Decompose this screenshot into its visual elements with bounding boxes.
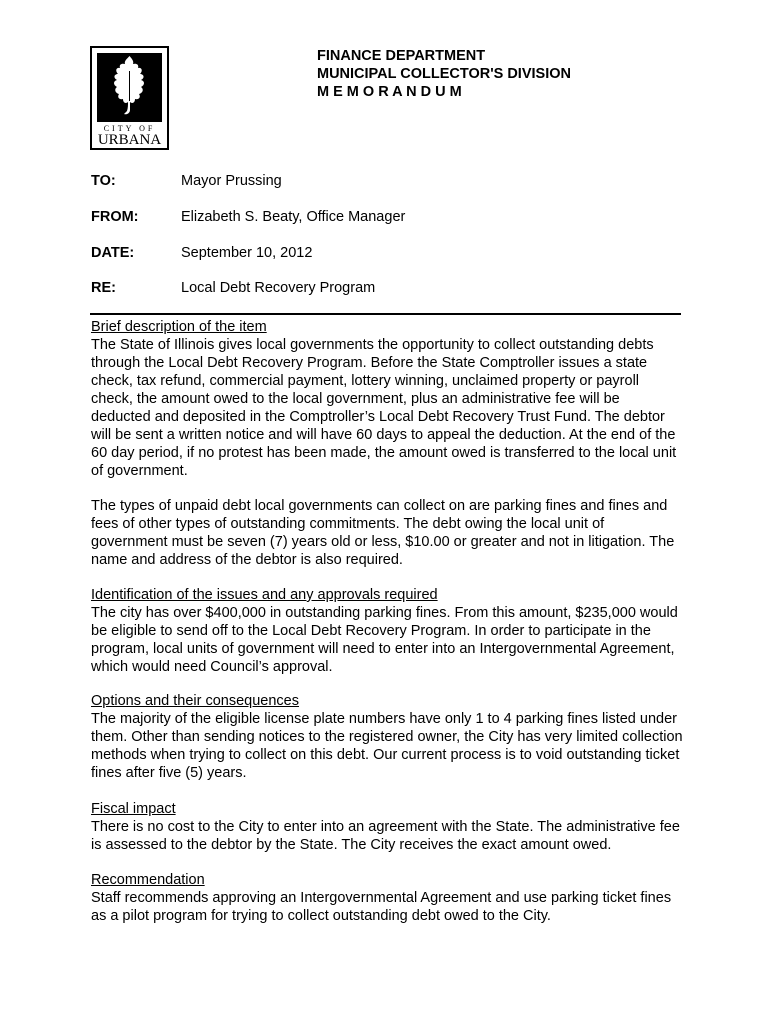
date-label: DATE:	[91, 245, 135, 261]
section-heading: Identification of the issues and any approvals required	[91, 587, 438, 603]
from-value: Elizabeth S. Beaty, Office Manager	[181, 209, 406, 225]
section-paragraph: The types of unpaid debt local governments can collect on are parking fines and fines and fees of other types of outstanding commitments. The debt owing the local unit of government must be seven (7) years old or less, $10.00 or greater and not in litigation. The name and address of the debtor is also required.	[91, 498, 675, 568]
section-heading: Recommendation	[91, 872, 205, 888]
logo-city-of-text: CITY OF	[103, 124, 156, 133]
section-paragraph: There is no cost to the City to enter into an agreement with the State. The administrative fee is assessed to the debtor by the State. The City receives the exact amount owed.	[91, 819, 680, 853]
section-paragraph: The State of Illinois gives local governments the opportunity to collect outstanding debts through the Local Debt Recovery Program. Before the State Comptroller issues a state check, tax refund, commercial payment, lottery winning, unclaimed property or payroll check, the amount owed to the local government, plus an administrative fee will be deducted and deposited in the Comptroller’s Local Debt Recovery Trust Fund. The debtor will be sent a written notice and will have 60 days to appeal the deduction. At the end of the 60 day period, if no protest has been made, the amount owed is transferred to the local unit of government.	[91, 337, 677, 479]
section-fiscal-impact	[91, 800, 683, 854]
section-brief-description	[91, 318, 683, 480]
section-paragraph: The city has over $400,000 in outstanding parking fines. From this amount, $235,000 would be eligible to send off to the Local Debt Recovery Program. In order to participate in the program, local units of government will need to enter into an Intergovernmental Agreement, which would need Council’s approval.	[91, 605, 678, 675]
to-label: TO:	[91, 173, 116, 189]
section-identification	[91, 586, 683, 676]
section-paragraph: Staff recommends approving an Intergovernmental Agreement and use parking ticket fines as a pilot program for trying to collect outstanding debt owed to the City.	[91, 890, 672, 924]
section-paragraph: The majority of the eligible license plate numbers have only 1 to 4 parking fines listed under them. Other than sending notices to the registered owner, the City has very limited collection methods when trying to collect on this debt. Our current process is to void outstanding ticket fines after five (5) years.	[91, 711, 683, 781]
department-title: FINANCE DEPARTMENT	[317, 48, 486, 64]
division-title: MUNICIPAL COLLECTOR'S DIVISION	[317, 66, 571, 82]
re-value: Local Debt Recovery Program	[181, 280, 376, 296]
memorandum-title: M E M O R A N D U M	[317, 84, 462, 100]
section-brief-description-continued	[91, 497, 683, 569]
header-divider	[90, 313, 681, 315]
memo-header	[317, 47, 571, 101]
from-label: FROM:	[91, 209, 139, 225]
re-label: RE:	[91, 280, 116, 296]
to-value: Mayor Prussing	[181, 173, 282, 189]
date-value: September 10, 2012	[181, 245, 313, 261]
section-heading: Fiscal impact	[91, 801, 176, 817]
section-options	[91, 692, 683, 782]
section-heading: Brief description of the item	[91, 319, 267, 335]
section-recommendation	[91, 871, 683, 925]
city-of-urbana-logo	[90, 46, 169, 150]
logo-urbana-text: URBANA	[97, 132, 162, 148]
section-heading: Options and their consequences	[91, 693, 299, 709]
oak-leaf-icon	[97, 53, 162, 122]
